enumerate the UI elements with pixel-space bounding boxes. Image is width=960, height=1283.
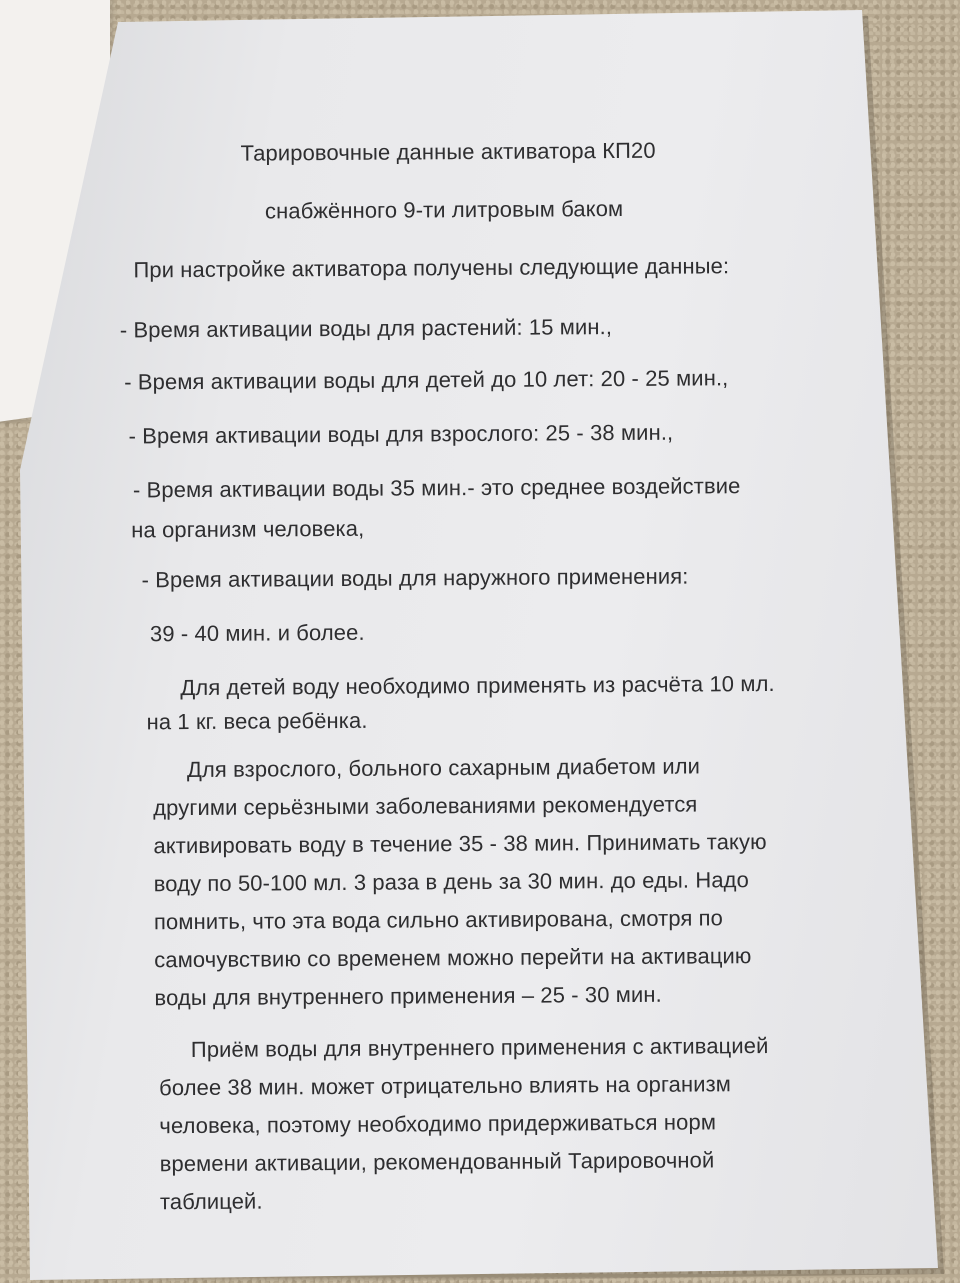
paragraph-line: таблицей. — [159, 1188, 263, 1215]
paragraph-line: другими серьёзными заболеваниями рекомендуется — [153, 791, 698, 821]
paragraph-line: Приём воды для внутреннего применения с активацией — [190, 1032, 769, 1063]
list-item: - Время активации воды для взрослого: 25 - 38 мин., — [128, 419, 674, 449]
paragraph-line: более 38 мин. может отрицательно влиять на организм — [159, 1071, 732, 1101]
list-item: - Время активации воды для детей до 10 лет: 20 - 25 мин., — [124, 365, 729, 395]
paragraph-line: Для взрослого, больного сахарным диабетом или — [186, 753, 701, 783]
paragraph-line: воду по 50-100 мл. 3 раза в день за 30 мин. до еды. Надо — [153, 867, 749, 897]
list-item: - Время активации воды для наружного применения: — [141, 563, 689, 593]
paragraph-line: помнить, что эта вода сильно активирована, смотря по — [153, 905, 724, 935]
paragraph-line: активировать воду в течение 35 - 38 мин. Принимать такую — [153, 829, 767, 859]
list-item: на организм человека, — [131, 515, 365, 543]
list-item: 39 - 40 мин. и более. — [149, 619, 365, 647]
paragraph-line: самочувствию со временем можно перейти на активацию — [154, 943, 752, 973]
list-item: - Время активации воды для растений: 15 мин., — [119, 314, 613, 343]
paragraph-line: Для детей воду необходимо применять из расчёта 10 мл. — [180, 670, 775, 701]
paragraph-line: на 1 кг. веса ребёнка. — [146, 707, 368, 735]
title-line-1: Тарировочные данные активатора КП20 — [240, 137, 656, 166]
paragraph-line: человека, поэтому необходимо придерживаться норм — [159, 1109, 717, 1139]
intro-text: При настройке активатора получены следующие данные: — [133, 253, 730, 283]
list-item: - Время активации воды 35 мин.- это среднее воздействие — [132, 473, 741, 503]
paragraph-line: воды для внутреннего применения – 25 - 30 мин. — [154, 981, 662, 1011]
title-line-2: снабжённого 9-ти литровым баком — [264, 195, 624, 224]
paragraph-line: времени активации, рекомендованный Тарировочной — [159, 1147, 715, 1177]
